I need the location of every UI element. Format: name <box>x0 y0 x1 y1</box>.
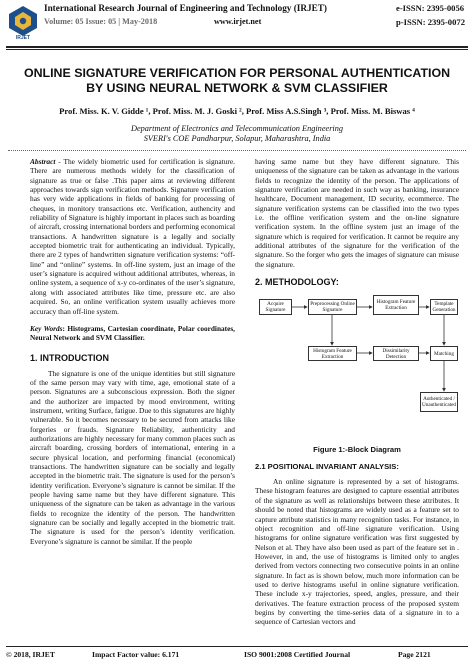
abstract-text: - The widely biometric used for certification is signature. There are numerous methods widely for the classification of signature as true or false .This paper aims at reviewing different approaches towards sign verification methods. Signature verification has very wide applications in fields of banking for processing of cheques, in monitory transactions etc. Verification, authencity and reliability of Signature is highly important in places such as boarding of aircraft, crossing international borders and performing economical transactions. A handwritten signature is a legally and socially accepted biometric trait for authenticating an individual. Typically, there are 2 types of handwritten signature verification systems: “off-line” and “online” systems. In off-line system, just an image of the user’s signature is acquired without additional attributes, whereas, in online system, a sequence of x-y co-ordinates of the user’s signature, along with associated attributes like time, pressure etc. are also acquired. So, an online verification system usually achieves more accuracy than off-line system. <box>30 157 235 316</box>
footer-rule <box>6 646 468 647</box>
figure-caption: Figure 1:-Block Diagram <box>313 445 401 455</box>
box-histogram-extraction-1: Histogram Feature Extraction <box>373 295 419 315</box>
volume-issue: Volume: 05 Issue: 05 | May-2018 <box>44 17 158 26</box>
diagram-arrows <box>255 293 459 443</box>
box-histogram-extraction-2: Histogram Feature Extraction <box>308 346 357 361</box>
keywords-label: Key Words <box>30 323 63 333</box>
right-column <box>255 157 459 627</box>
abstract <box>30 157 235 316</box>
e-issn: e-ISSN: 2395-0056 <box>396 3 465 13</box>
affiliation <box>10 124 464 145</box>
journal-logo <box>6 4 40 42</box>
footer-iso: ISO 9001:2008 Certified Journal <box>244 650 351 659</box>
box-dissimilarity: Dissimilarity Detection <box>373 346 419 361</box>
affiliation-department: Department of Electronics and Telecommunication Engineering <box>130 124 344 133</box>
journal-name: International Research Journal of Engineering and Technology (IRJET) <box>44 3 327 13</box>
intro-heading: 1. INTRODUCTION <box>30 352 110 363</box>
journal-website: www.irjet.net <box>214 17 262 26</box>
title-line-2: BY USING NEURAL NETWORK & SVM CLASSIFIER <box>86 81 388 95</box>
affiliation-institute: SVERI's COE Pandharpur, Solapur, Maharashtra, India <box>143 134 331 144</box>
section-2-1-text: An online signature is represented by a set of histograms. These histogram features are designed to capture essential attributes of the signature as well as relationships between these attributes. It should be noted that histograms are widely used as a feature set to capture attribute statistics in many recognition tasks. For instance, in object recognition and off-line signature verification. Using histograms for online signature verification was first suggested by Nelson et al. They have also been used as part of the feature set in . However, in and, the use of histograms is limited only to angles derived from vectors connecting two consecutive points in an online signature. In fact as is shown below, much more information can be used to derive histograms useful in online signature verification. These include x-y trajectories, speed, angles, pressure, and their derivatives. The feature extraction process of the proposed system begins by converting the time-series data of a signature in to a sequence of Cartesian vectors and <box>255 477 459 627</box>
methodology-heading: 2. METHODOLOGY: <box>255 277 339 288</box>
subsection-heading: 2.1 POSITIONAL INVARIANT ANALYSIS: <box>255 462 399 472</box>
authors: Prof. Miss. K. V. Gidde ¹, Prof. Miss. M. J. Goski ², Prof. Miss A.S.Singh ³, Prof. Miss. M. Biswas ⁴ <box>59 106 415 116</box>
keywords-text: : Histograms, Cartesian coordinate, Polar coordinates, Neural Network and SVM Classifier. <box>30 323 235 343</box>
footer-impact-factor: Impact Factor value: 6.171 <box>92 650 180 659</box>
footer-page-number: Page 2121 <box>398 650 431 659</box>
header-rule-thin <box>6 49 468 50</box>
abstract-label: Abstract <box>30 157 56 166</box>
box-preprocessing: Preprocessing Online Signature <box>308 299 357 315</box>
box-acquire-signature: Acquire Signature <box>259 299 292 315</box>
logo-text: IRJET <box>15 35 31 41</box>
title-line-1: ONLINE SIGNATURE VERIFICATION FOR PERSONAL AUTHENTICATION <box>23 66 451 80</box>
box-matching: Matching <box>430 346 458 361</box>
left-column <box>30 157 235 546</box>
box-template-generation: Template Generation <box>430 299 458 315</box>
header-rule <box>6 46 468 48</box>
keywords <box>30 324 235 343</box>
footer-copyright: © 2018, IRJET <box>6 650 55 659</box>
paper-title <box>10 66 464 96</box>
block-diagram <box>255 293 459 443</box>
intro-continued: having same name but they have different signature. This uniqueness of the signature can be taken as advantage in the various fields to recognize the identity of the person. The applications of signature verification are needed in such way as banking, insurance healthcare, Document management, ID security, ecommerce. The signature verification systems can be classified into the two types i.e. the offline verification system and the on-line signature verification system. In the offline system just an image of the signature which is required for verification. It cannot be require any additional attributes of the signature for the verification of the signature. So the forger who gets the images of signature can misuse the signature. <box>255 157 459 269</box>
box-authenticated: Authenticated / Unauthenticated <box>420 392 458 412</box>
intro-text: The signature is one of the unique identities but still signature of the same person may vary with time, age, emotional state of a person. Signatures are a subconscious expression. Both the signer and the authorizer are impacted by mood environment, writing instrument, writing Surface, fatigue. Due to this signatures are highly vulnerable. So it becomes necessary to be secured from attacks like forgeries or frauds. Signature Reliability, authenticity and authorizations are highly necessary for many common places such as aircraft boarding, crossing borders of international, entering in a secure physical location, and performing financial (economical) transactions. The handwritten signature can be socially and legally accepted in the biometric trait. The signature is used for the person’s identity verification. Everyone’s signature is cannot be similar. If the people having same name but they have different signature. This uniqueness of the signature can be taken as advantage in the various fields to recognize the identity of the person. The handwritten signature can be socially and legally accepted in the biometric trait. The signature is used for the person’s identity verification. Everyone’s signature is cannot be similar. If the people <box>30 368 235 546</box>
separator <box>8 150 466 155</box>
p-issn: p-ISSN: 2395-0072 <box>396 17 465 27</box>
